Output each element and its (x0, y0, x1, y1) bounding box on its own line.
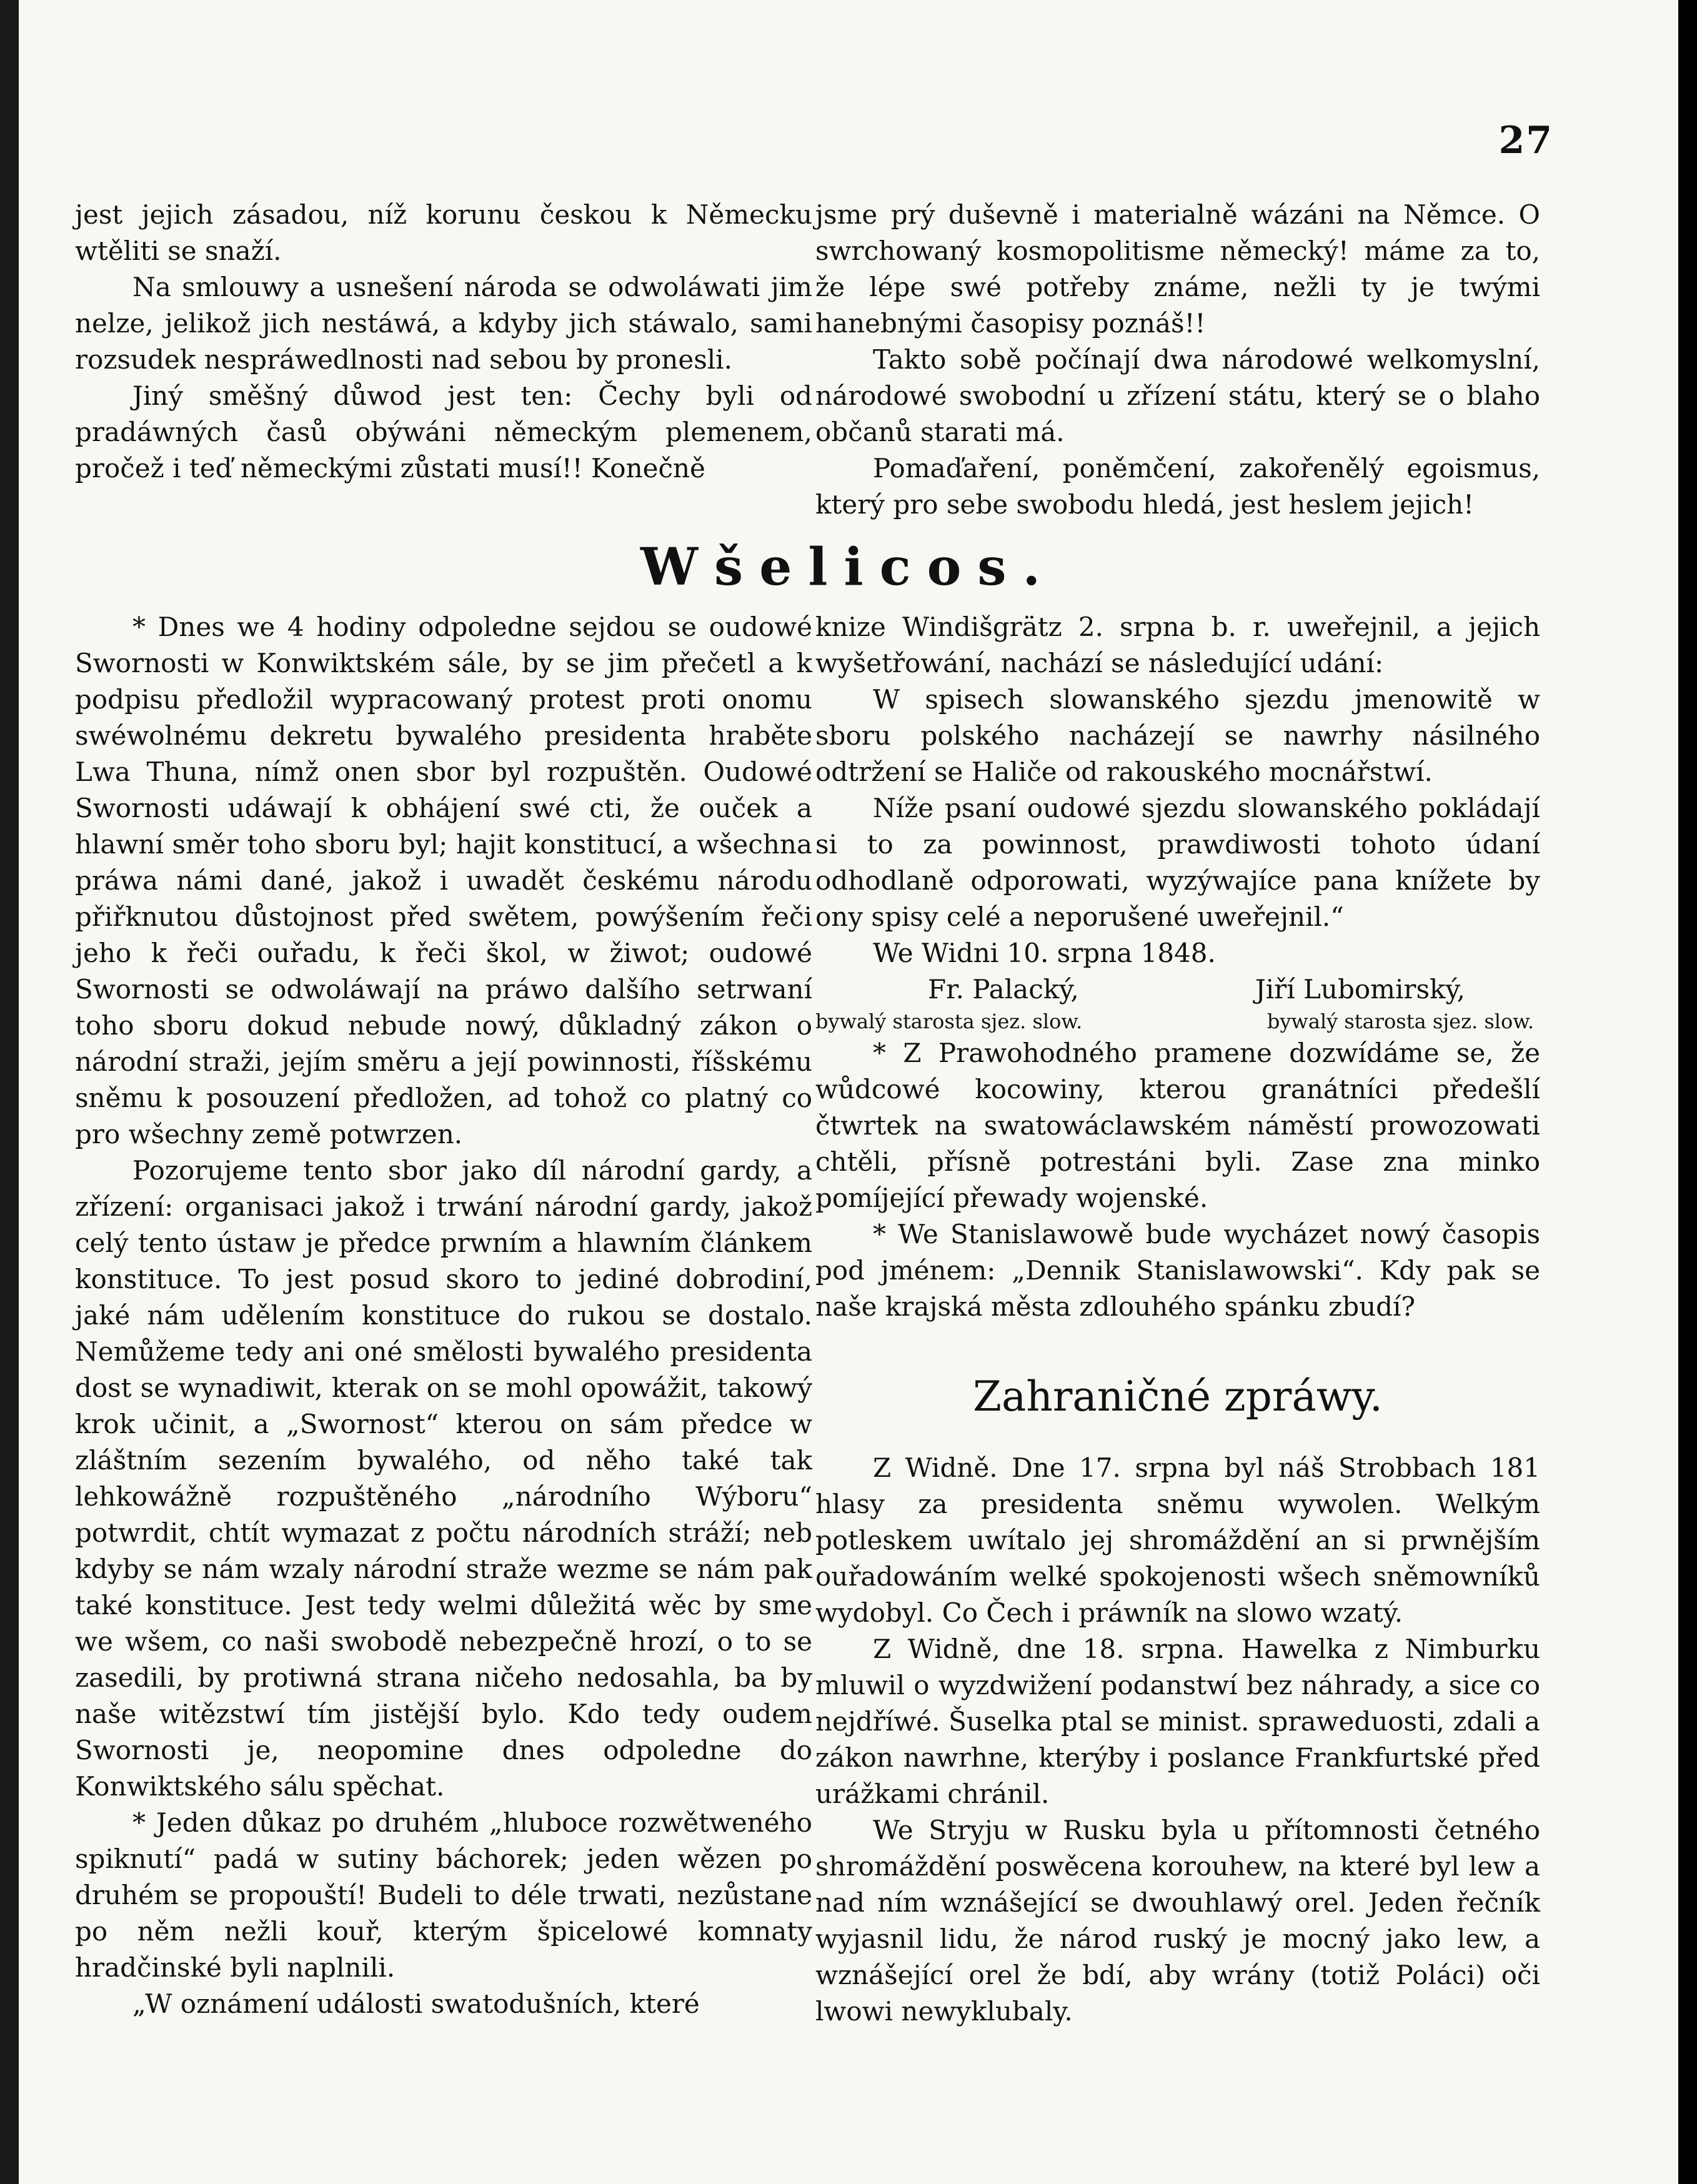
top-right-column (815, 197, 1540, 523)
sub-heading: Zahraničné zpráwy. (973, 1372, 1383, 1421)
bottom-right-column (815, 609, 1540, 2030)
scan-left-edge (0, 0, 19, 2184)
paragraph: We Stryju w Rusku byla u přítomnosti četného shromáždění poswěcena korouhew, na které byl lew a nad ním wznášející se dwouhlawý orel. Jeden řečník wyjasnil lidu, že národ ruský je mocný jako lew, a wznášející orel že bdí, aby wrány (totiž Poláci) oči lwowi newyklubaly. (815, 1815, 1540, 2027)
top-left-column (75, 197, 812, 487)
paragraph: * Jeden důkaz po druhém „hluboce rozwětweného spiknutí“ padá w sutiny báchorek; jeden wězen po druhém se propouští! Budeli to déle trwati, nezůstane po něm nežli kouř, kterým špicelowé komnaty hradčinské byli naplnili. (75, 1807, 812, 1983)
paragraph: * We Stanislawowě bude wycházet nowý časopis pod jménem: „Dennik Stanislawowski“. Kdy pak se naše krajská města zdlouhého spánku zbudí? (815, 1219, 1540, 1322)
signature-title: bywalý starosta sjez. slow. (1267, 1010, 1534, 1033)
paragraph: Jiný směšný důwod jest ten: Čechy byli od pradáwných časů obýwáni německým plemenem, pročež i teď německými zůstati musí!! Konečně (75, 380, 812, 484)
paragraph: Níže psaní oudowé sjezdu slowanského pokládají si to za powinnost, prawdiwosti tohoto údaní odhodlaně odporowati, wyzýwajíce pana knížete by ony spisy celé a neporušené uweřejnil.“ (815, 793, 1540, 932)
page-number: 27 (1498, 119, 1553, 162)
paragraph: W spisech slowanského sjezdu jmenowitě w sboru polského nacházejí se nawrhy násilného odtržení se Haliče od rakouského mocnářstwí. (815, 684, 1540, 787)
paragraph: Takto sobě počínají dwa národowé welkomyslní, národowé swobodní u zřízení státu, který se o blaho občanů starati má. (815, 344, 1540, 447)
paragraph: Z Widně. Dne 17. srpna byl náš Strobbach 181 hlasy za presidenta sněmu wywolen. Welkým potleskem uwítalo jej shromáždění an si prwnějším ouřadowáním welké spokojenosti wšech sněmowníků wydobyl. Co Čech i práwník na slowo wzatý. (815, 1452, 1540, 1628)
bottom-left-column (75, 609, 812, 2022)
date-line: We Widni 10. srpna 1848. (873, 938, 1216, 968)
signature-palacky: Fr. Palacký, (928, 974, 1079, 1005)
signature-titles (815, 1008, 1540, 1035)
section-title: Wšelicos. (640, 537, 1057, 597)
paragraph: knize Windišgrätz 2. srpna b. r. uweřejnil, a jejich wyšetřowání, nachází se následující udání: (815, 612, 1540, 678)
paragraph: * Dnes we 4 hodiny odpoledne sejdou se oudowé Swornosti w Konwiktském sále, by se jim přečetl a k podpisu předložil wypracowaný protest proti onomu swéwolnému dekretu bywalého presidenta hraběte Lwa Thuna, nímž onen sbor byl rozpuštěn. Oudowé Swornosti udáwají k obhájení swé cti, že ouček a hlawní směr toho sboru byl; hajit konstitucí, a wšechna práwa námi dané, jakož i uwadět českému národu přiřknutou důstojnost před swětem, powýšením řeči jeho k řeči ouřadu, k řeči škol, w žiwot; oudowé Swornosti se odwoláwají na práwo dalšího setrwaní toho sboru dokud nebude nowý, důkladný zákon o národní straži, jejím směru a její powinnosti, říšskému sněmu k posouzení předložen, ad tohož co platný co pro wšechny země potwrzen. (75, 612, 812, 1149)
newspaper-page (19, 0, 1678, 2184)
paragraph: Pozorujeme tento sbor jako díl národní gardy, a zřízení: organisaci jakož i trwání národní gardy, jakož celý tento ústaw je předce prwním a hlawním článkem konstituce. To jest posud skoro to jediné dobrodiní, jaké nám udělením konstituce do rukou se dostalo. Nemůžeme tedy ani oné smělosti bywalého presidenta dost se wynadiwit, kterak on se mohl opowážit, takowý krok učinit, a „Swornost“ kterou on sám předce w zláštním sezením bywalého, od něho také tak lehkowážně rozpuštěného „národního Wýboru“ potwrdit, chtít wymazat z počtu národních stráží; neb kdyby se nám wzaly národní straže wezme se nám pak také konstituce. Jest tedy welmi důležitá wěc by sme we wšem, co naši swobodě nebezpečně hrozí, o to se zasedili, by protiwná strana ničeho nedosahla, ba by naše witězstwí tím jistější bylo. Kdo tedy oudem Swornosti je, neopomine dnes odpoledne do Konwiktského sálu spěchat. (75, 1155, 812, 1802)
paragraph: „W oznámení události swatodušních, které (132, 1988, 700, 2019)
signature-title: bywalý starosta sjez. slow. (815, 1010, 1083, 1033)
paragraph: Z Widně, dne 18. srpna. Hawelka z Nimburku mluwil o wyzdwižení podanstwí bez náhrady, a sice co nejdříwé. Šuselka ptal se minist. spraweduosti, zdali a zákon nawrhne, kterýby i poslance Frankfurtské před urážkami chránil. (815, 1634, 1540, 1809)
paragraph: jsme prý duševně i materialně wázáni na Němce. O swrchowaný kosmopolitisme německý! máme za to, že lépe swé potřeby známe, nežli ty je twými hanebnými časopisy poznáš!! (815, 199, 1540, 339)
paragraph: jest jejich zásadou, níž korunu českou k Německu wtěliti se snaží. (75, 199, 812, 266)
signature-row (815, 971, 1540, 1008)
paragraph: Na smlouwy a usnešení národa se odwoláwati jim nelze, jelikož jich nestáwá, a kdyby jich stáwalo, sami rozsudek nespráwedlnosti nad sebou by pronesli. (75, 272, 812, 375)
paragraph: Pomaďaření, poněmčení, zakořenělý egoismus, který pro sebe swobodu hledá, jest heslem jejich! (815, 453, 1540, 520)
signature-lubomirsky: Jiří Lubomirský, (1255, 974, 1465, 1005)
paragraph: * Z Prawohodného pramene dozwídáme se, že wůdcowé kocowiny, kterou granátníci předešlí čtwrtek na swatowáclawském náměstí prowozowati chtěli, přísně potrestáni byli. Zase zna minko pomíjející přewady wojenské. (815, 1038, 1540, 1213)
